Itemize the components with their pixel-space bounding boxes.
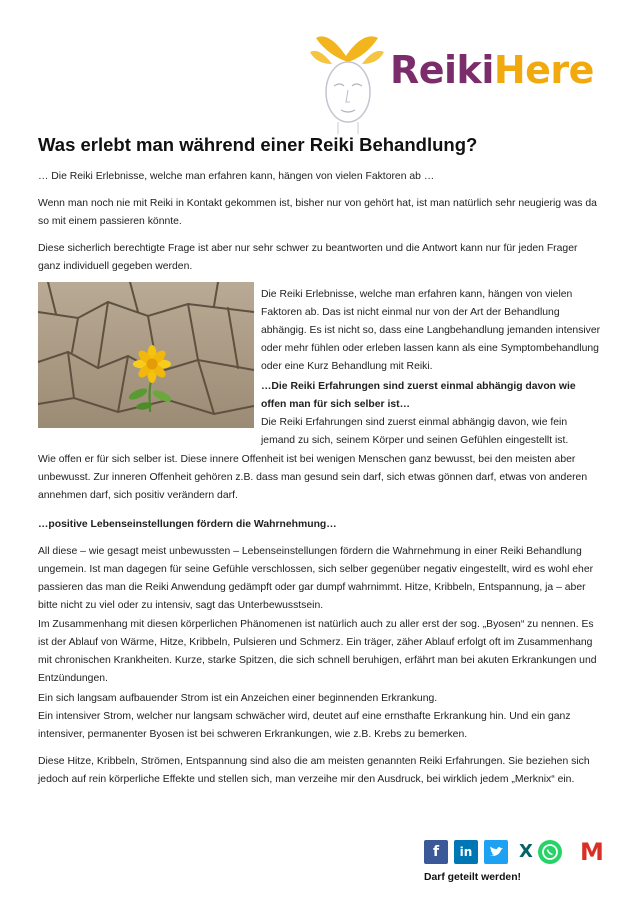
paragraph-6b: Ein intensiver Strom, welcher nur langsam schwächer wird, deutet auf eine ernsthafte Erkrankung hin. Und ein ganz intensiver, permanenter Byosen ist bei schweren Erkrankungen, wie z.B. Krebs zu bemerken. (38, 711, 571, 740)
linkedin-icon[interactable]: in (454, 840, 478, 864)
share-label: Darf geteilt werden! (424, 872, 521, 883)
gmail-icon[interactable]: M (580, 838, 604, 866)
reikihere-logo (308, 30, 594, 134)
page-title: Was erlebt man während einer Reiki Behandlung? (38, 134, 478, 155)
paragraph-4: All diese – wie gesagt meist unbewussten – Lebenseinstellungen fördern die Wahrnehmung in einer Reiki Behandlung ungemein. Ist man dagegen für seine Gefühle verschlossen, sich selber gegenüber negativ eingestellt, wird es wohl eher passieren das man die Reiki Anwendung gedämpft oder gar dumpf wahrnimmt. Hitze, Kribbeln, Entspannung, ja – aber bitte nicht zu viel oder zu intensiv, sagt das Unterbewusstsein. (38, 546, 594, 611)
paragraph-6a: Ein sich langsam aufbauender Strom ist ein Anzeichen einer beginnenden Erkrankung. (38, 693, 438, 704)
intro-paragraph: … Die Reiki Erlebnisse, welche man erfahren kann, hängen von vielen Faktoren ab … (38, 171, 435, 182)
xing-icon[interactable]: X (519, 841, 533, 862)
side-heading: …Die Reiki Erfahrungen sind zuerst einmal abhängig davon wie offen man für sich selber ist… (261, 381, 576, 410)
head-logo-icon (308, 30, 388, 134)
flower-cracked-earth-image (38, 282, 254, 428)
paragraph-2: Diese sicherlich berechtigte Frage ist aber nur sehr schwer zu beantworten und die Antwort kann nur für jeden Frager ganz individuell gegeben werden. (38, 243, 578, 272)
share-bar (424, 838, 614, 868)
subheading-lebenseinstellungen: …positive Lebenseinstellungen fördern die Wahrnehmung… (38, 519, 337, 530)
twitter-icon[interactable] (484, 840, 508, 864)
logo-text-reiki: Reiki (390, 48, 494, 92)
whatsapp-icon[interactable] (538, 840, 562, 864)
side-paragraph-2: Die Reiki Erfahrungen sind zuerst einmal abhängig davon, wie fein jemand zu sich, seinem Körper und seinen Gefühlen eingestellt ist. (261, 417, 569, 446)
facebook-icon[interactable]: f (424, 840, 448, 864)
paragraph-3: Wie offen er für sich selber ist. Diese innere Offenheit ist bei wenigen Menschen ganz bewusst, bei den meisten aber unbewusst. Zur inneren Offenheit gehören z.B. dass man gesund sein darf, sich etwas gönnen darf, etwas von anderen annehmen darf, sich positiv verändern darf. (38, 454, 588, 501)
paragraph-5: Im Zusammenhang mit diesen körperlichen Phänomenen ist natürlich auch zu aller erst der sog. „Byosen“ zu nennen. Es ist der Ablauf von Wärme, Hitze, Kribbeln, Pulsieren und Schmerz. Ein träger, zäher Ablauf erfolgt oft im Zusammenhang mit chronischen Krankheiten. Kurze, starke Spitzen, die sich schnell beruhigen, erfährt man bei akuten Erkrankungen und Entzündungen. (38, 619, 597, 684)
side-paragraph-1: Die Reiki Erlebnisse, welche man erfahren kann, hängen von vielen Faktoren ab. Das ist nicht einmal nur von der Art der Behandlung abhängig. Es ist nicht so, dass eine Langbehandlung jemanden intensiver oder mehr fühlen oder erleben lassen kann als eine Symptombehandlung oder eine Kurz Behandlung mit Reiki. (261, 289, 601, 372)
logo-wordmark (390, 48, 594, 92)
paragraph-7: Diese Hitze, Kribbeln, Strömen, Entspannung sind also die am meisten genannten Reiki Erfahrungen. Sie beziehen sich jedoch auf rein körperliche Effekte und stellen sich, man verzeihe mir den Ausdruck, bei wirklich jedem „Merknix“ ein. (38, 756, 590, 785)
paragraph-1: Wenn man noch nie mit Reiki in Kontakt gekommen ist, bisher nur von gehört hat, ist man natürlich sehr neugierig was da so mit einem passieren könnte. (38, 198, 597, 227)
logo-text-here: Here (493, 48, 594, 92)
